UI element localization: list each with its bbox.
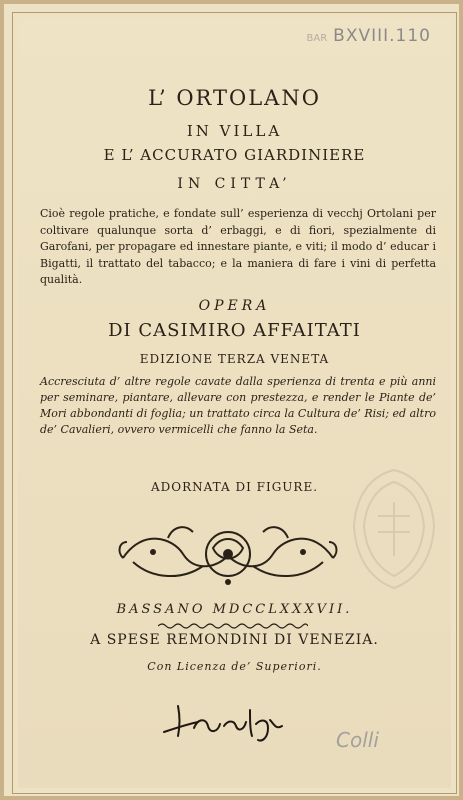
printer-ornament-icon bbox=[113, 518, 343, 592]
figures-line: ADORNATA DI FIGURE. bbox=[150, 480, 319, 494]
edition-line: EDIZIONE TERZA VENETA bbox=[139, 352, 330, 366]
library-stamp-icon bbox=[348, 466, 440, 592]
additions-text: Accresciuta d’ altre regole cavate dalla sperienza di trenta e più anni per seminare, piantare, allevare con prestezza, e render le Piante de’ Mori abbondanti di foglia; un trattato circa la Cultura de’ Risi; ed altro de’ Cavalieri, ovvero vermicelli che fanno la Seta. bbox=[40, 375, 436, 436]
title-line-3: E L’ ACCURATO GIARDINIERE bbox=[103, 146, 366, 164]
description-text: Cioè regole pratiche, e fondate sull’ esperienza di vecchj Ortolani per coltivare qualunque sorta d’ erbaggi, e di fiori, spezialmente di Garofani, per propagare ed innestare piante, e viti; il modo d’ educar i Bigatti, il trattato del tabacco; e la maniera di fare i vini di perfetta qualità. bbox=[40, 207, 436, 286]
imprint-place-date: BASSANO MDCCLXXXVII. bbox=[116, 602, 353, 617]
shelfmark-code: BXVIII.110 bbox=[333, 26, 431, 46]
title-line-4: IN CITTA’ bbox=[177, 176, 292, 192]
imprint-licence: Con Licenza de’ Superiori. bbox=[147, 660, 322, 673]
handwritten-signature-icon bbox=[158, 696, 288, 746]
opera-label: OPERA bbox=[198, 298, 271, 314]
pencil-annotation: Colli bbox=[336, 728, 379, 752]
title-line-2: IN VILLA bbox=[186, 122, 283, 140]
shelfmark-prefix: BAR bbox=[306, 33, 328, 44]
title-page bbox=[18, 18, 451, 788]
title-line-1: L’ ORTOLANO bbox=[148, 86, 321, 110]
imprint-publisher: A SPESE REMONDINI DI VENEZIA. bbox=[90, 632, 379, 648]
shelfmark bbox=[307, 26, 432, 46]
author-line: DI CASIMIRO AFFAITATI bbox=[108, 320, 361, 341]
decorative-rule-icon bbox=[158, 622, 308, 630]
